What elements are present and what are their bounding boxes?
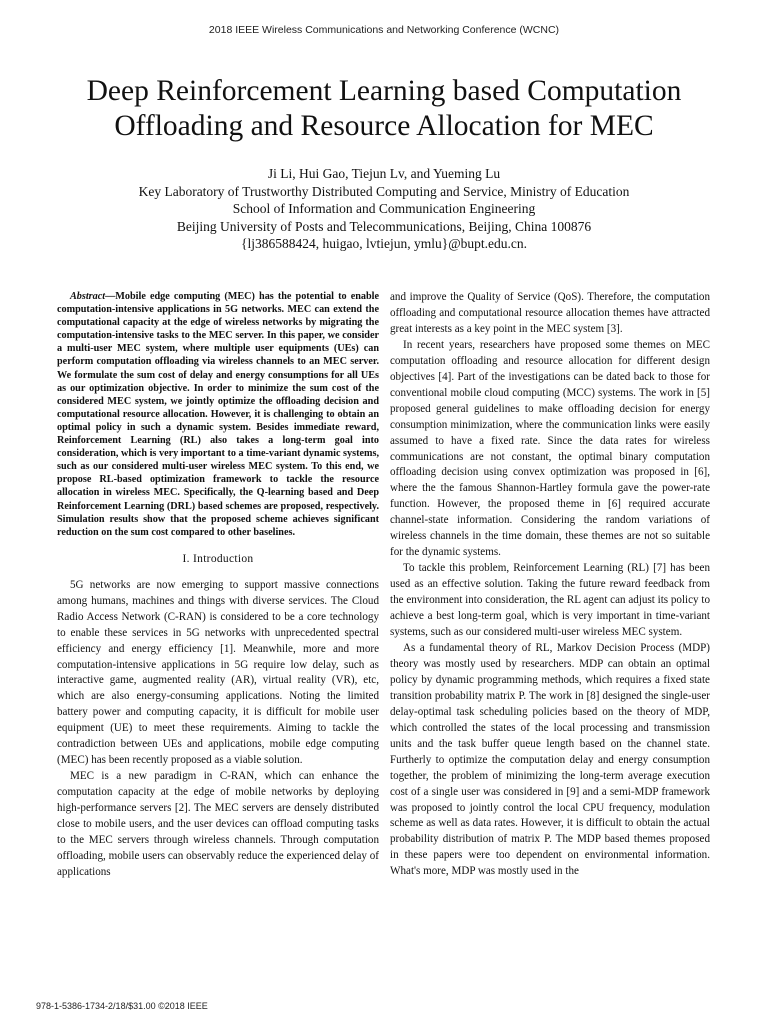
affiliation-line-1: Key Laboratory of Trustworthy Distributed Computing and Service, Ministry of Education	[138, 183, 630, 199]
intro-paragraph: and improve the Quality of Service (QoS). Therefore, the computation offloading and computational resource allocation themes have attracted great interests as a key point in the MEC system [3].	[390, 291, 710, 335]
left-column	[57, 290, 379, 881]
intro-paragraph: MEC is a new paradigm in C-RAN, which can enhance the computation capacity at the edge of mobile networks by deploying high-performance servers [2]. The MEC servers are densely distributed close to mobile users, and the user devices can offload computing tasks to the MEC servers through wireless channels. Through computation offloading, mobile users can observably reduce the experienced delay of applications	[57, 770, 379, 878]
title-line-1: Deep Reinforcement Learning based Computation	[86, 75, 682, 107]
intro-paragraph: As a fundamental theory of RL, Markov Decision Process (MDP) theory was mostly used by researchers. MDP can obtain an optimal policy by dynamic programming methods, which requires a fixed state transition probability matrix P. The work in [8] designed the single-user delay-optimal task scheduling policies based on the theory of MDP, which controlled the states of the local processing and transmission units and the task buffer queue length based on the channel state. Furtherly to optimize the computation delay and energy consumption together, the problem of minimizing the long-term average execution cost of a single user was considered in [9] and a semi-MDP framework was proposed to jointly control the local CPU frequency, modulation scheme as well as data rates. However, it is difficult to obtain the actual probability distribution of matrix P. The MDP based themes proposed in these papers were too dependent on environmental information. What's more, MDP was mostly used in the	[390, 641, 710, 878]
abstract	[57, 290, 379, 539]
right-column	[390, 290, 710, 880]
copyright-footer: 978-1-5386-1734-2/18/$31.00 ©2018 IEEE	[36, 1001, 208, 1011]
affiliation-line-2: School of Information and Communication Engineering	[232, 201, 536, 217]
author-emails: {lj386588424, huigao, lvtiejun, ymlu}@bupt.edu.cn.	[241, 236, 527, 252]
intro-paragraph: 5G networks are now emerging to support massive connections among humans, machines and things with diverse services. The Cloud Radio Access Network (C-RAN) is considered to be a core technology to enable these services in 5G networks with unprecedented spectral efficiency and energy efficiency [1]. Meanwhile, more and more computation-intensive applications in 5G require low delay, such as interactive game, augmented reality (AR), virtual reality (VR), etc, which are also energy-consuming applications. Noting the limited battery power and computing capacity, it is difficult for mobile user equipment (UE) to meet these requirements. Aiming to tackle the contradiction between UEs and applications, mobile edge computing (MEC) has been recently proposed as a viable solution.	[57, 578, 379, 767]
abstract-label: Abstract	[70, 291, 106, 302]
abstract-text: —Mobile edge computing (MEC) has the potential to enable computation-intensive applications in 5G networks. MEC can extend the computational capacity at the edge of wireless networks by migrating the computation-intensive tasks to the MEC server. In this paper, we consider a multi-user MEC system, where multiple user equipments (UEs) can perform computation offloading via wireless channels to an MEC server. We formulate the sum cost of delay and energy consumptions for all UEs as our optimization objective. In order to minimize the sum cost of the considered MEC system, we jointly optimize the offloading decision and computational resource allocation. However, it is challenging to obtain an optimal policy in such a dynamic system. Besides immediate reward, Reinforcement Learning (RL) also takes a long-term goal into consideration, which is very important to a time-variant dynamic systems, such as our considered multi-user wireless MEC system. To this end, we propose RL-based optimization framework to tackle the resource allocation in wireless MEC. Specifically, the Q-learning based and Deep Reinforcement Learning (DRL) based schemes are proposed, respectively. Simulation results show that the proposed scheme achieves significant reduction on the sum cost compared to other baselines.	[57, 291, 379, 538]
section-heading-introduction: I. Introduction	[182, 552, 254, 565]
paper-title	[40, 74, 728, 144]
author-block	[40, 165, 728, 253]
affiliation-line-3: Beijing University of Posts and Telecommunications, Beijing, China 100876	[176, 218, 592, 234]
author-names: Ji Li, Hui Gao, Tiejun Lv, and Yueming Lu	[267, 166, 501, 181]
conference-header: 2018 IEEE Wireless Communications and Networking Conference (WCNC)	[208, 24, 560, 36]
title-line-2: Offloading and Resource Allocation for MEC	[114, 110, 654, 142]
intro-paragraph: To tackle this problem, Reinforcement Learning (RL) [7] has been used as an effective solution. Taking the future reward feedback from the environment into consideration, the RL agent can adjust its policy to achieve a best long-term goal, which is very important in time-variant systems, such as our considered multi-user wireless MEC system.	[390, 562, 711, 639]
intro-paragraph: In recent years, researchers have proposed some themes on MEC computation offloading and resource allocation for different design objectives [4]. Part of the investigations can be dated back to those for conventional mobile cloud computing (MCC) systems. The work in [5] proposed general guidelines to make offloading decision for energy consumption minimization, where the communication links were easily assumed to have a fixed rate. Since the data rates for wireless communications are not constant, the optimal binary computation offloading decision using convex optimization was proposed in [6], where the the famous Shannon-Hartley formula gave the power-rate function. However, the proposed theme in [6] required accurate channel-state information. Considering the random variations of wireless channels in the time domain, these themes are not so suitable for the dynamic systems.	[390, 338, 710, 559]
